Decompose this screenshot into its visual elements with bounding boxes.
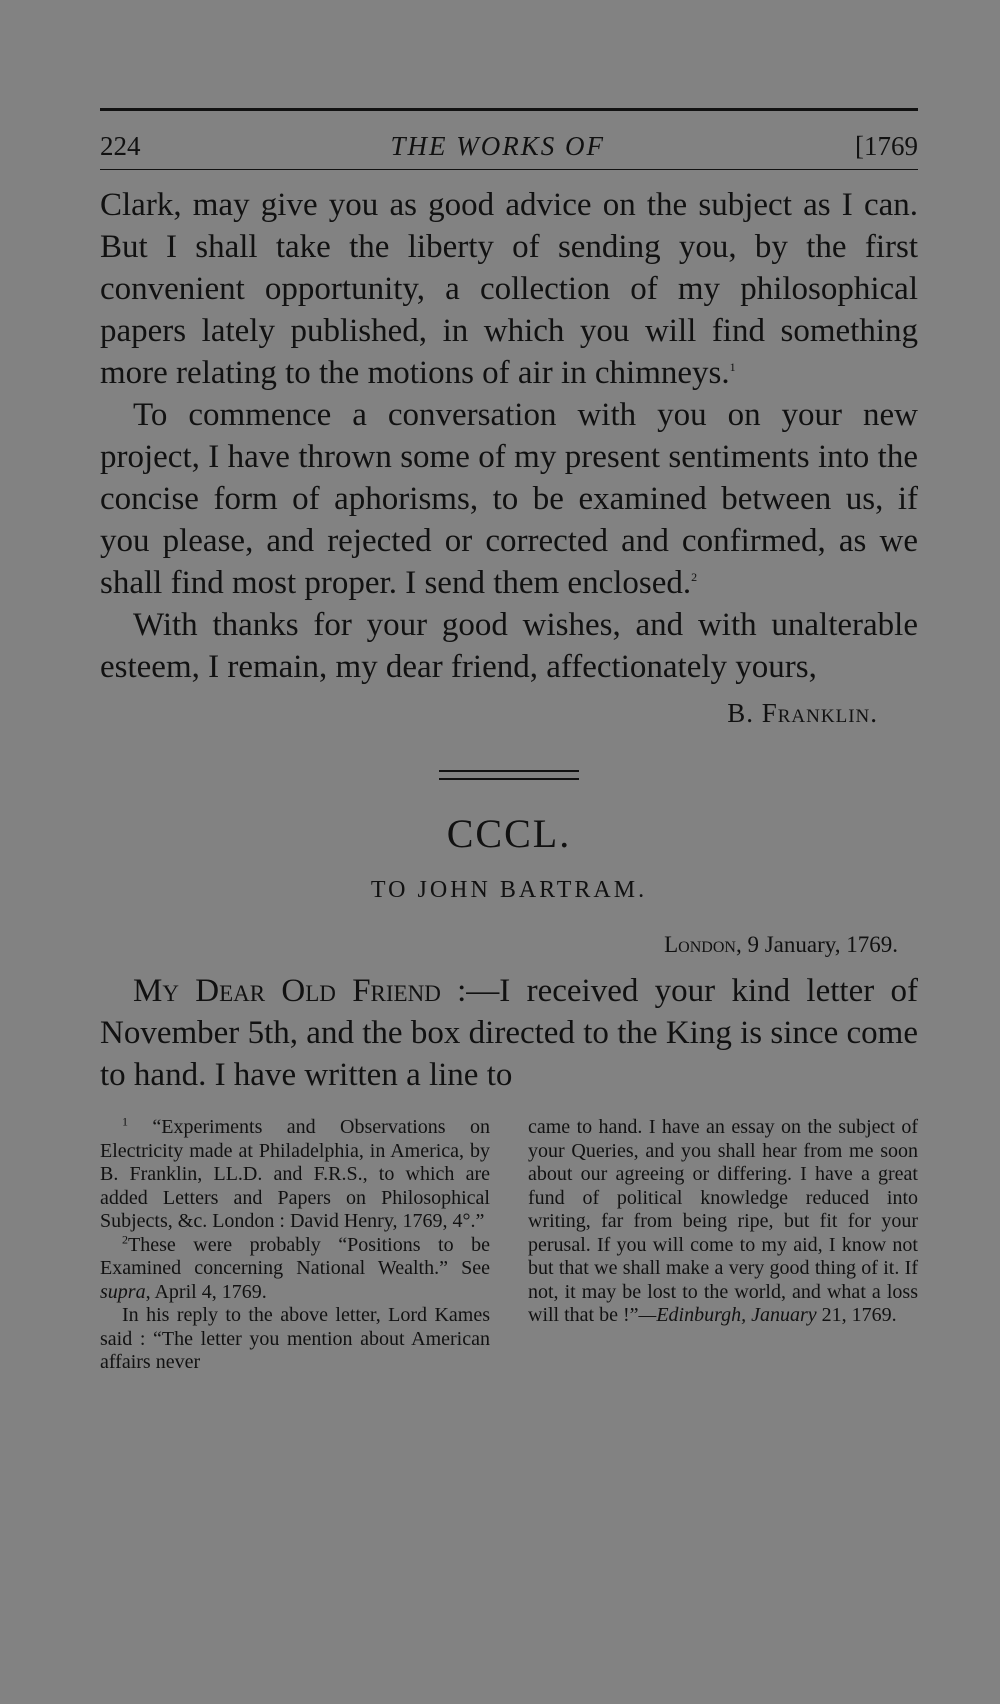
paragraph-2: To commence a conversation with you on your new project, I have thrown some of my present sentiments into the concise form of aphorisms, to be examined between us, if you please, and rejected or corrected and confirmed, as we shall find most proper. I send them enclosed.$^2$ (100, 397, 918, 601)
footnote-ref-2: 2 (691, 570, 698, 584)
section-divider (439, 770, 579, 780)
dateline: London, 9 January, 1769. (664, 932, 898, 957)
footnote-3: In his reply to the above letter, Lord Kames said : “The letter you mention about American affairs never (100, 1304, 490, 1373)
running-head (100, 131, 918, 169)
continuation-text (100, 184, 918, 734)
letter-body (100, 970, 918, 1096)
footnote-1: $^1$ “Experiments and Observations on Electricity made at Philadelphia, in America, by B. Franklin, LL.D. and F.R.S., to which are added Letters and Papers on Philosophical Subjects, &c. London : David Henry, 1769, 4°.” (100, 1114, 490, 1232)
salutation: My Dear Old Friend : (133, 973, 467, 1009)
header-rule-top (100, 108, 918, 111)
letter-paragraph: My Dear Old Friend :—I received your kind letter of November 5th, and the box directed to the King is since come to hand. I have written a line to (100, 973, 918, 1093)
paragraph-3: With thanks for your good wishes, and with unalterable esteem, I remain, my dear friend, affectionately yours, (100, 607, 918, 685)
page-number: 224 (100, 131, 141, 161)
paragraph-1: Clark, may give you as good advice on the subject as I can. But I shall take the liberty of sending you, by the first convenient opportunity, a collection of my philosophical papers lately published, in which you will find something more relating to the motions of air in chimneys.$^1$ (100, 187, 918, 391)
footnote-3-continued: came to hand. I have an essay on the subject of your Queries, and you shall hear from me soon about our agreeing or differing. I have a great fund of political knowledge reduced into writing, far from being ripe, but fit for your perusal. If you will come to my aid, I know not but that we shall make a very good thing of it. If not, it may be lost to the world, and what a loss will that be !”—Edinburgh, January 21, 1769. (528, 1116, 918, 1326)
letter-number: CCCL. (446, 811, 572, 856)
signature: B. Franklin. (727, 698, 878, 728)
running-year: [1769 (855, 131, 918, 161)
footnotes (100, 1116, 918, 1375)
running-title: THE WORKS OF (390, 131, 605, 161)
footnote-column-right (528, 1116, 918, 1375)
footnote-2: $^2$These were probably “Positions to be Examined concerning National Wealth.” See supra, April 4, 1769. (100, 1231, 490, 1303)
footnote-column-left (100, 1116, 490, 1375)
footnote-ref-1: 1 (729, 360, 736, 374)
header-rule-bottom (100, 169, 918, 170)
book-page (100, 108, 918, 1375)
letter-recipient: TO JOHN BARTRAM. (370, 877, 648, 903)
